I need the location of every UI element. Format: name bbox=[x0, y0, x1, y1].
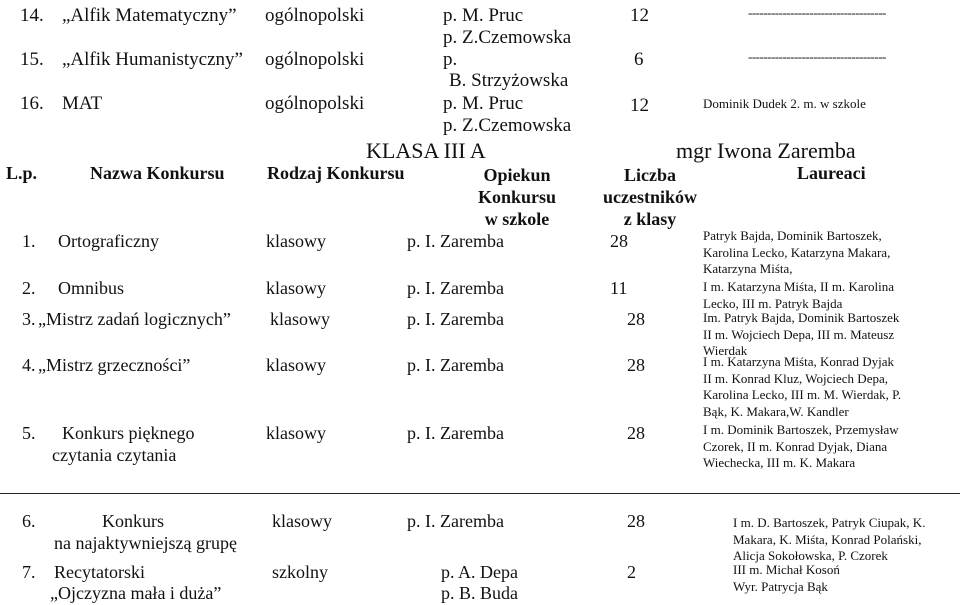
winner-line: I m. Katarzyna Miśta, Konrad Dyjak bbox=[703, 354, 894, 369]
table-divider bbox=[0, 493, 960, 494]
participant-count: 28 bbox=[627, 511, 645, 531]
column-header-guardian bbox=[452, 164, 582, 230]
winners-list bbox=[703, 279, 894, 312]
header-line: uczestników bbox=[603, 187, 697, 207]
contest-name: Ortograficzny bbox=[58, 231, 159, 251]
guardian: p. I. Zaremba bbox=[407, 355, 504, 375]
winner-line: II m. Konrad Kluz, Wojciech Depa, bbox=[703, 370, 888, 386]
contest-name: na najaktywniejszą grupę bbox=[54, 533, 237, 553]
guardian: B. Strzyżowska bbox=[449, 70, 569, 91]
contest-name: czytania czytania bbox=[52, 445, 177, 465]
winners-list bbox=[703, 422, 899, 472]
guardian: p. A. Depa bbox=[441, 562, 518, 582]
guardian: p. M. Pruc bbox=[443, 93, 524, 114]
winners-list bbox=[703, 354, 901, 421]
row-number: 1. bbox=[22, 231, 36, 251]
contest-name: „Mistrz zadań logicznych” bbox=[38, 309, 231, 329]
header-line: Opiekun bbox=[483, 165, 551, 185]
contest-name: „Alfik Humanistyczny” bbox=[62, 49, 243, 70]
winner-line: I m. D. Bartoszek, Patryk Ciupak, K. bbox=[733, 515, 926, 530]
class-teacher: mgr Iwona Zaremba bbox=[676, 138, 856, 163]
winner-line: Makara, K. Miśta, Konrad Polański, bbox=[733, 531, 922, 547]
winner-line: Czorek, II m. Konrad Dyjak, Diana bbox=[703, 438, 888, 454]
participant-count: 6 bbox=[634, 49, 644, 70]
winner-line: Im. Patryk Bajda, Dominik Bartoszek bbox=[703, 310, 900, 325]
winner-line: Karolina Lecko, Katarzyna Makara, bbox=[703, 244, 891, 260]
participant-count: 28 bbox=[610, 231, 628, 251]
header-line: z klasy bbox=[623, 209, 677, 229]
winner-line: Wierdak bbox=[703, 343, 748, 359]
winners-list bbox=[703, 310, 899, 360]
winners-placeholder: ------------------------------------ bbox=[748, 49, 886, 64]
winner-line: Alicja Sokołowska, P. Czorek bbox=[733, 548, 888, 564]
contest-name: „Ojczyzna mała i duża” bbox=[50, 583, 222, 603]
winner-line: Wyr. Patrycja Bąk bbox=[733, 578, 828, 594]
participant-count: 28 bbox=[627, 309, 645, 329]
contest-name: „Mistrz grzeczności” bbox=[38, 355, 191, 375]
contest-name: Konkurs bbox=[102, 511, 164, 531]
contest-name: Recytatorski bbox=[54, 562, 145, 582]
participant-count: 28 bbox=[627, 355, 645, 375]
column-header-count bbox=[585, 164, 715, 230]
header-line: Liczba bbox=[624, 165, 676, 185]
row-number: 15. bbox=[20, 49, 44, 70]
guardian: p. I. Zaremba bbox=[407, 511, 504, 531]
contest-name: Konkurs pięknego bbox=[62, 423, 195, 443]
header-line: Konkursu bbox=[477, 187, 557, 207]
guardian: p. B. Buda bbox=[441, 583, 519, 603]
guardian: p. I. Zaremba bbox=[407, 278, 504, 298]
row-number: 5. bbox=[22, 423, 36, 443]
header-line: w szkole bbox=[484, 209, 550, 229]
guardian: p. Z.Czemowska bbox=[443, 115, 572, 136]
guardian: p. bbox=[443, 49, 458, 70]
guardian: p. I. Zaremba bbox=[407, 423, 504, 443]
winner-line: I m. Katarzyna Miśta, II m. Karolina bbox=[703, 279, 894, 294]
guardian: p. I. Zaremba bbox=[407, 231, 504, 251]
column-header-lp: L.p. bbox=[6, 163, 38, 183]
column-header-type: Rodzaj Konkursu bbox=[267, 163, 405, 183]
winner-line: Lecko, III m. Patryk Bajda bbox=[703, 295, 843, 311]
participant-count: 11 bbox=[610, 278, 628, 298]
winners-list bbox=[703, 228, 890, 278]
participant-count: 2 bbox=[627, 562, 636, 582]
winner-line: Wiechecka, III m. K. Makara bbox=[703, 455, 856, 471]
contest-type: klasowy bbox=[272, 511, 332, 531]
participant-count: 12 bbox=[630, 5, 649, 26]
contest-type: ogólnopolski bbox=[265, 93, 365, 114]
contest-type: ogólnopolski bbox=[265, 5, 365, 26]
winners-placeholder: ------------------------------------ bbox=[748, 5, 886, 20]
contest-name: Omnibus bbox=[58, 278, 125, 298]
row-number: 16. bbox=[20, 93, 44, 114]
winner-line: II m. Wojciech Depa, III m. Mateusz bbox=[703, 326, 895, 342]
participant-count: 28 bbox=[627, 423, 645, 443]
row-number: 6. bbox=[22, 511, 36, 531]
participant-count: 12 bbox=[630, 95, 649, 116]
row-number: 2. bbox=[22, 278, 36, 298]
row-number: 3. bbox=[22, 309, 36, 329]
column-header-name: Nazwa Konkursu bbox=[90, 163, 225, 183]
contest-type: ogólnopolski bbox=[265, 49, 365, 70]
row-number: 7. bbox=[22, 562, 36, 582]
contest-type: klasowy bbox=[266, 278, 326, 298]
winner-line: Katarzyna Miśta, bbox=[703, 261, 793, 277]
guardian: p. Z.Czemowska bbox=[443, 27, 572, 48]
winners-list bbox=[733, 562, 840, 595]
column-header-winners: Laureaci bbox=[797, 163, 866, 183]
guardian: p. I. Zaremba bbox=[407, 309, 504, 329]
contest-type: klasowy bbox=[266, 231, 326, 251]
winner-line: Karolina Lecko, III m. M. Wierdak, P. bbox=[703, 387, 902, 403]
winner-line: Bąk, K. Makara,W. Kandler bbox=[703, 403, 849, 419]
contest-name: MAT bbox=[62, 93, 103, 114]
winner-line: Patryk Bajda, Dominik Bartoszek, bbox=[703, 228, 882, 243]
winner-line: I m. Dominik Bartoszek, Przemysław bbox=[703, 422, 899, 437]
contest-type: klasowy bbox=[266, 355, 326, 375]
contest-type: szkolny bbox=[272, 562, 328, 582]
class-title: KLASA III A bbox=[366, 138, 486, 163]
winners-list bbox=[733, 515, 925, 565]
row-number: 4. bbox=[22, 355, 36, 375]
contest-name: „Alfik Matematyczny” bbox=[62, 5, 237, 26]
winner-line: III m. Michał Kosoń bbox=[733, 562, 840, 577]
contest-type: klasowy bbox=[270, 309, 330, 329]
row-number: 14. bbox=[20, 5, 44, 26]
winners-list: Dominik Dudek 2. m. w szkole bbox=[703, 96, 866, 111]
guardian: p. M. Pruc bbox=[443, 5, 524, 26]
contest-type: klasowy bbox=[266, 423, 326, 443]
